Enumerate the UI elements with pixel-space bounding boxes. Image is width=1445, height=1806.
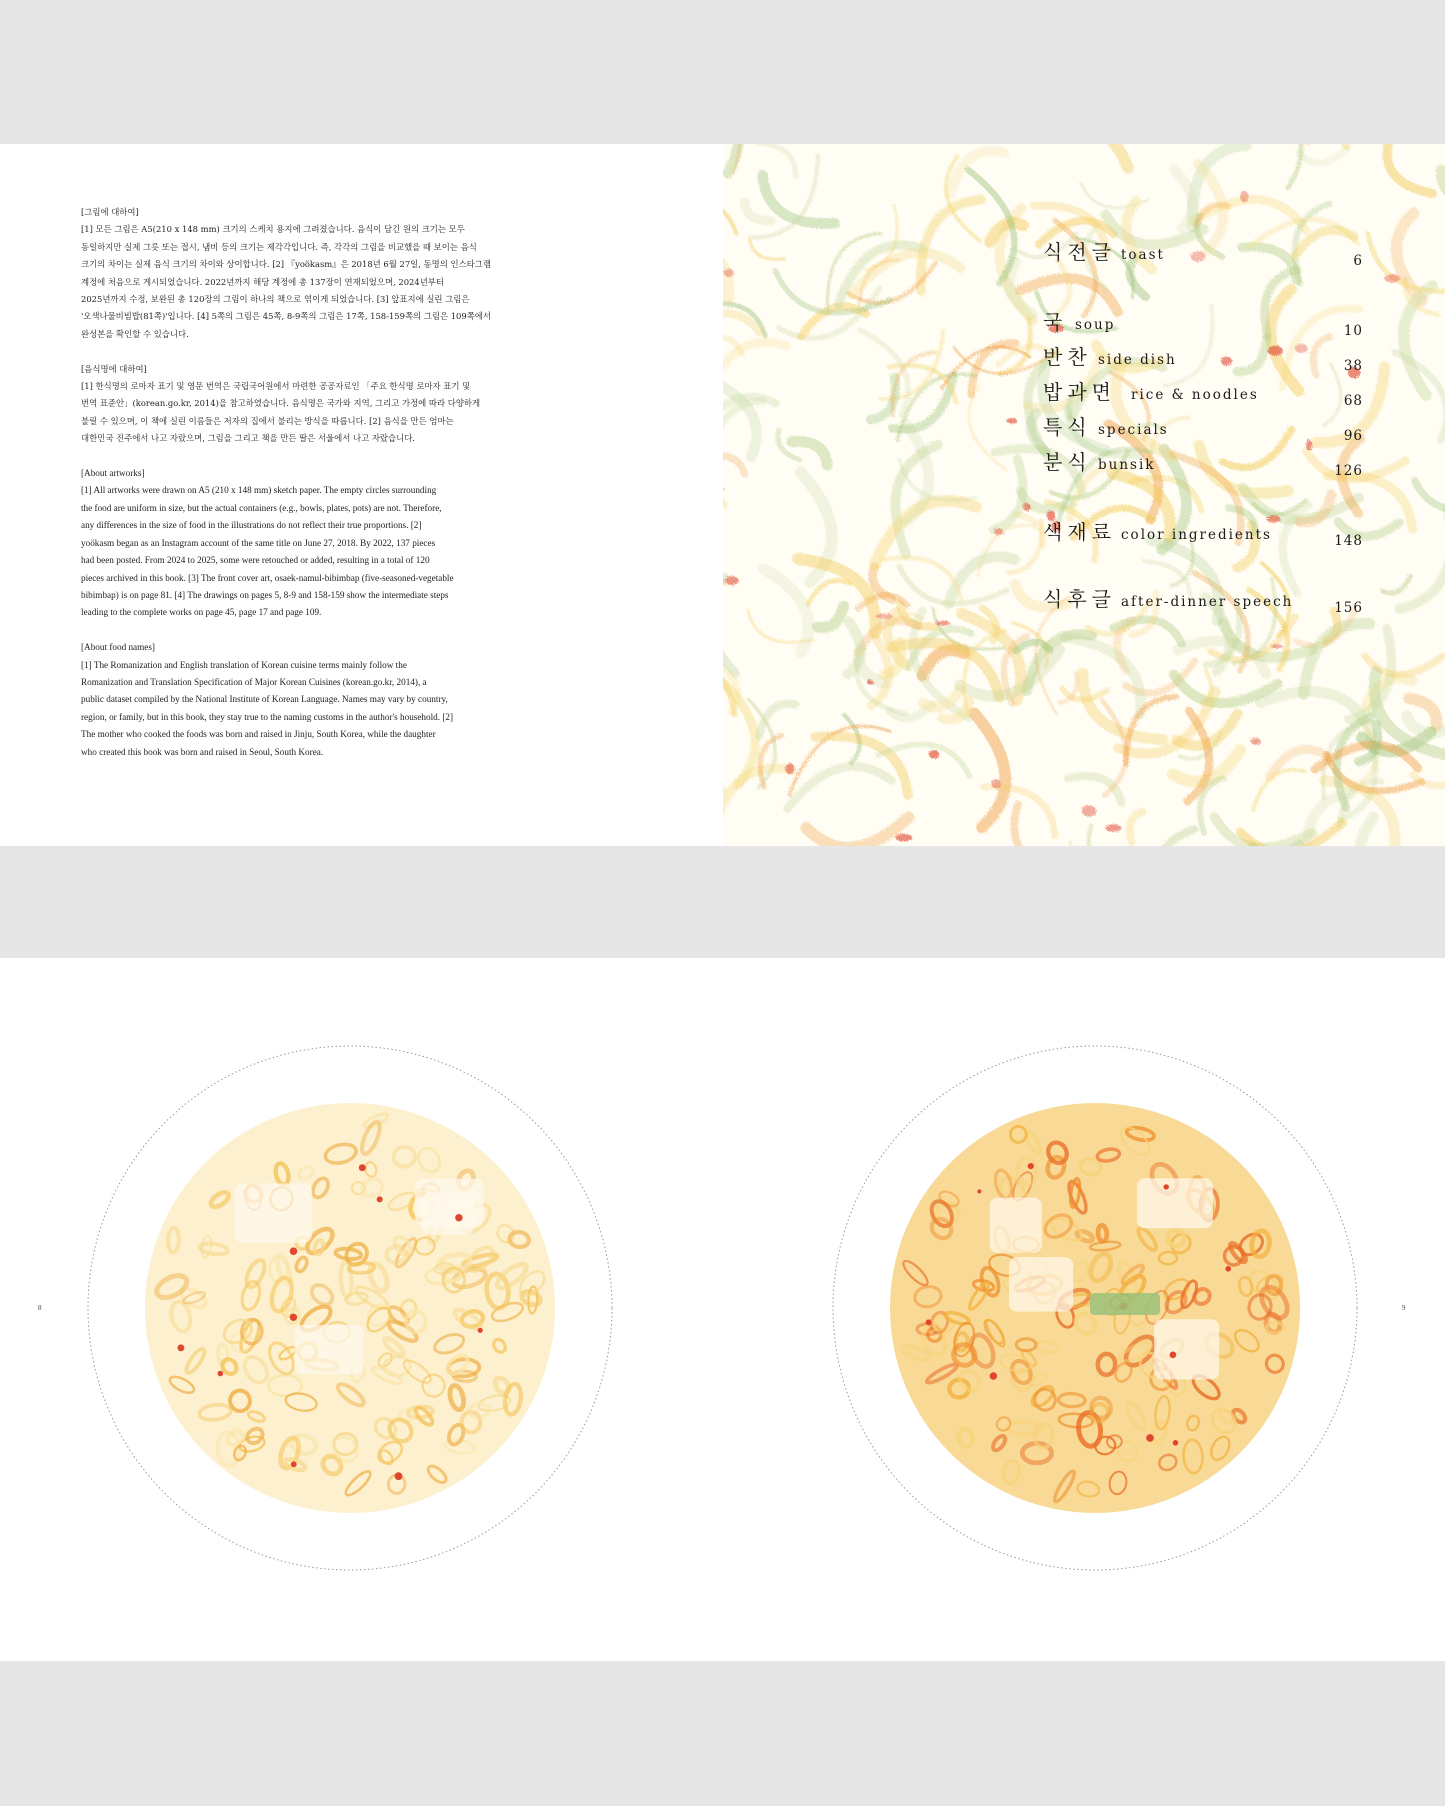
text-line: who created this book was born and raised in Seoul, South Korea. (81, 746, 324, 757)
text-line: 2025년까지 수정, 보완된 총 120장의 그림이 하나의 책으로 엮이게 되었습니다. [3] 앞표지에 실린 그림은 (81, 294, 470, 305)
chili-fleck (1028, 1163, 1034, 1169)
text-line: 계정에 처음으로 게시되었습니다. 2022년까지 해당 계정에 총 137장이 연재되었으며, 2024년부터 (81, 276, 444, 287)
toc-title-ko: 식전글 (1043, 240, 1116, 264)
text-line: [1] 모든 그림은 A5(210 x 148 mm) 크기의 스케치 용지에 그려졌습니다. 음식이 담긴 원의 크기는 모두 (81, 224, 465, 235)
toc-title-ko: 특식 (1043, 415, 1092, 439)
toc-title-en: bunsik (1098, 457, 1156, 473)
chili-fleck (1173, 1440, 1179, 1446)
food-drawing (890, 1103, 1300, 1513)
toc-item-color-ingredients[interactable] (1043, 519, 1363, 549)
page-number-right: 9 (1402, 1304, 1406, 1312)
chili-fleck (290, 1247, 298, 1255)
text-line: any differences in the size of food in the illustrations do not reflect their true proportions. [2] (81, 520, 422, 531)
text-line: 동일하지만 실제 그릇 또는 접시, 냄비 등의 크기는 제각각입니다. 즉, 각각의 그림을 비교했을 때 보이는 음식 (81, 241, 477, 252)
text-line: pieces archived in this book. [3] The front cover art, osaek-namul-bibimbap (five-seasoned-vegetable (81, 572, 454, 583)
chili-fleck (178, 1344, 185, 1351)
tofu-piece (1154, 1319, 1219, 1379)
text-line: leading to the complete works on page 45, page 17 and page 109. (81, 607, 322, 618)
text-line: Romanization and Translation Specification of Major Korean Cuisines (korean.go.kr, 2014), a (81, 676, 427, 687)
text-line: public dataset compiled by the National Institute of Korean Language. Names may vary by country, (81, 694, 448, 705)
bottom-spread (0, 958, 1445, 1661)
toc-page-number: 6 (1353, 253, 1363, 269)
chili-fleck (1170, 1352, 1177, 1359)
text-line: 번역 표준안」(korean.go.kr, 2014)을 참고하였습니다. 음식명은 국가와 지역, 그리고 가정에 따라 다양하게 (81, 398, 481, 409)
chili-fleck (455, 1214, 462, 1221)
toc-item-toast[interactable] (1043, 239, 1363, 269)
table-of-contents (723, 144, 1445, 846)
tofu-piece (1137, 1178, 1213, 1228)
toc-title-en: after-dinner speech (1121, 594, 1294, 610)
chili-fleck (1225, 1266, 1231, 1272)
toc-item-bunsik[interactable] (1043, 449, 1363, 479)
tofu-piece (295, 1325, 364, 1374)
tofu-piece (990, 1198, 1042, 1253)
toc-page-number: 156 (1334, 600, 1363, 616)
toc-title-en: side dish (1098, 352, 1177, 368)
soup-illustration-light (80, 1038, 620, 1578)
toc-title-ko: 국 (1043, 310, 1068, 334)
section-heading: [그림에 대하여] (81, 207, 139, 217)
tofu-piece (234, 1183, 312, 1242)
chili-fleck (291, 1461, 297, 1467)
toc-item-after-dinner-speech[interactable] (1043, 586, 1363, 616)
section-heading: [About food names] (81, 642, 155, 653)
section-foodnames-en (81, 639, 511, 761)
toc-title-ko: 밥과면 (1043, 380, 1116, 404)
text-line: [1] 한식명의 로마자 표기 및 영문 번역은 국립국어원에서 마련한 공공자료인 「주요 한식명 로마자 표기 및 (81, 381, 471, 392)
toc-item-specials[interactable] (1043, 414, 1363, 444)
toc-page-number: 38 (1343, 358, 1363, 374)
toc-item-rice-noodles[interactable] (1043, 379, 1363, 409)
text-line: [1] The Romanization and English translation of Korean cuisine terms mainly follow the (81, 659, 407, 670)
notes-page (81, 204, 511, 778)
chili-fleck (478, 1328, 483, 1333)
chili-fleck (990, 1372, 997, 1379)
chili-fleck (1164, 1184, 1169, 1189)
toc-title-en: color ingredients (1121, 527, 1272, 543)
chili-fleck (290, 1314, 297, 1321)
chili-fleck (926, 1319, 932, 1325)
toc-page-number: 126 (1334, 463, 1363, 479)
toc-title-ko: 색재료 (1043, 520, 1116, 544)
chili-fleck (1146, 1434, 1154, 1442)
text-line: 불릴 수 있으며, 이 책에 실린 이름들은 저자의 집에서 불리는 방식을 따릅니다. [2] 음식을 만든 엄마는 (81, 415, 454, 426)
text-line: The mother who cooked the foods was born and raised in Jinju, South Korea, while the daughter (81, 729, 436, 740)
chili-fleck (377, 1196, 383, 1202)
green-onion-piece (1090, 1293, 1160, 1315)
toc-page-number: 148 (1334, 533, 1363, 549)
toc-page-number: 68 (1343, 393, 1363, 409)
tofu-piece (1009, 1257, 1073, 1312)
text-line: region, or family, but in this book, they stay true to the naming customs in the author's household. [2] (81, 711, 454, 722)
text-line: '오색나물비빔밥(81쪽)'입니다. [4] 5쪽의 그림은 45쪽, 8-9쪽의 그림은 17쪽, 158-159쪽의 그림은 109쪽에서 (81, 311, 491, 322)
contents-page (723, 144, 1445, 846)
chili-fleck (395, 1472, 403, 1480)
section-heading: [음식명에 대하여] (81, 363, 147, 374)
chili-fleck (359, 1164, 366, 1171)
toc-title-en: rice & noodles (1131, 387, 1259, 403)
top-spread (0, 144, 1445, 846)
text-line: 대한민국 진주에서 나고 자랐으며, 그림을 그리고 책을 만든 딸은 서울에서 나고 자랐습니다. (81, 433, 415, 444)
section-foodnames-ko (81, 361, 511, 448)
text-line: yoökasm began as an Instagram account of the same title on June 27, 2018. By 2022, 137 pieces (81, 537, 436, 548)
section-artworks-en (81, 465, 511, 622)
text-line: [1] All artworks were drawn on A5 (210 x 148 mm) sketch paper. The empty circles surrounding (81, 485, 437, 496)
toc-item-soup[interactable] (1043, 309, 1363, 339)
chili-fleck (218, 1371, 224, 1377)
chili-fleck (977, 1189, 981, 1193)
toc-title-en: specials (1098, 422, 1169, 438)
text-line: had been posted. From 2024 to 2025, some were retouched or added, resulting in a total of 120 (81, 555, 430, 566)
food-drawing (145, 1103, 555, 1513)
toc-title-ko: 반찬 (1043, 345, 1092, 369)
page-number-left: 8 (38, 1304, 42, 1312)
text-line: 완성본을 확인할 수 있습니다. (81, 328, 189, 339)
section-artworks-ko (81, 204, 511, 343)
toc-page-number: 10 (1343, 323, 1363, 339)
toc-title-en: soup (1075, 317, 1116, 333)
tofu-piece (422, 1192, 474, 1234)
toc-title-ko: 분식 (1043, 450, 1092, 474)
text-line: bibimbap) is on page 81. [4] The drawings on pages 5, 8-9 and 158-159 show the intermediate steps (81, 589, 449, 600)
text-line: 크기의 차이는 실제 음식 크기의 차이와 상이합니다. [2] 『yoökasm』은 2018년 6월 27일, 동명의 인스타그램 (81, 259, 491, 270)
text-line: the food are uniform in size, but the actual containers (e.g., bowls, plates, pots) are not. Therefore, (81, 502, 442, 513)
section-heading: [About artworks] (81, 468, 145, 479)
soup-illustration-colored (825, 1038, 1365, 1578)
toc-title-en: toast (1121, 247, 1165, 263)
toc-item-side-dish[interactable] (1043, 344, 1363, 374)
toc-title-ko: 식후글 (1043, 587, 1116, 611)
toc-page-number: 96 (1343, 428, 1363, 444)
